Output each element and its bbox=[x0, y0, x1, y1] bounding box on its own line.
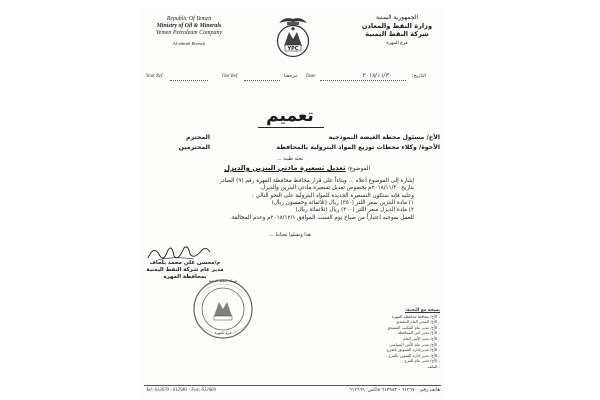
recipient-2: الأخوة/ وكلاء محطات توزيع المواد البترولية بالمحافظة bbox=[276, 144, 440, 151]
stamp-inner-text: فرع المهرة bbox=[214, 331, 232, 335]
page-title: تعميم bbox=[266, 106, 314, 126]
body-line-4: ١) مادة البنزين سعر اللتر (٣٥٠) ريال (ثلاثمائة وخمسون ريال) bbox=[271, 200, 414, 206]
recipient-1-honor: المحترم bbox=[186, 134, 210, 141]
date-line bbox=[320, 80, 406, 81]
eagle-emblem-icon bbox=[277, 11, 309, 23]
cc-block bbox=[336, 308, 440, 370]
footer-left: Tel: 612670 - 612983 - Fax: 612669 bbox=[146, 388, 216, 393]
cc-item: - الأخ/ مدير عام الأمن السياسي bbox=[389, 341, 440, 347]
cc-item: - الأخ/ مدير أمن المحافظة bbox=[397, 330, 440, 336]
signatory-name: م/محسن علي محمد بلحاف bbox=[149, 260, 221, 266]
header-right-line3: شركة النفط اليمنية bbox=[365, 30, 429, 38]
header-right-line1: الجمهورية اليمنية bbox=[375, 14, 418, 21]
header-right-branch: فرع المهرة bbox=[386, 41, 408, 46]
your-ref-line bbox=[170, 80, 208, 81]
cc-item: - الأخ/ مدير عام المكتب التنفيذي bbox=[387, 324, 440, 330]
date-value: ٢٠١٨/١١/٣٠ bbox=[362, 72, 392, 79]
header-right-line2: وزارة النفط والمعادن bbox=[361, 22, 433, 30]
header-left-line1: Republic Of Yemen bbox=[166, 16, 212, 22]
subject-text: تعديل تسعيرة مادتي البنزين والديزل bbox=[224, 164, 346, 172]
body-line-1: إشارة إلى الموضوع أعلاه ... وبناءاً على قرار محافظ محافظة المهرة رقم (٩) الصادر bbox=[219, 178, 414, 184]
cc-item: - الملف bbox=[427, 363, 440, 369]
subject-line bbox=[180, 164, 370, 172]
ypc-logo bbox=[276, 24, 310, 58]
recipient-2-honor: المحترمين bbox=[178, 144, 210, 151]
greeting: تحية طيبة ... bbox=[276, 156, 304, 162]
body-paragraph bbox=[152, 178, 414, 222]
cc-item: - الأخ/ مدير إدارة التسويق بالفرع bbox=[386, 347, 440, 353]
closing: هذا وتقبلوا تحياتنا ... bbox=[269, 232, 311, 238]
letter-page bbox=[140, 10, 445, 398]
logo-text: YPC bbox=[287, 46, 299, 52]
signatory-title1: مدير عام شركة النفط اليمنية bbox=[146, 267, 224, 273]
cc-item: - الأخ/ محافظ محافظة المهرة bbox=[391, 313, 440, 319]
header-left-block bbox=[144, 16, 234, 47]
header-right-block bbox=[350, 14, 444, 48]
stamp-outer-text: شركة النفط اليمنية bbox=[208, 279, 238, 283]
footer-right: هاتف رقم: ٦١٢٦٧٠ - ٦١٢٩٨٣ فاكس: ٦١٢٦٦٩ bbox=[349, 388, 440, 393]
our-ref-line bbox=[244, 80, 280, 81]
signatory-title2: بمحافظة المهرة bbox=[163, 274, 207, 280]
header-left-line3: Yemen Petroleum Company bbox=[155, 30, 223, 36]
header-left-branch: Al-mhrah Branch bbox=[172, 41, 206, 46]
date-label-ar: التاريخ: bbox=[412, 74, 427, 79]
body-line-6: للعمل بموجبه اعتباراً من صباح يوم السبت الموافق ٢٠١٨/١٢/١م وعدم المخالفة. bbox=[229, 215, 414, 221]
body-line-2: بتاريخ ٢٠١٨/١١/٣٠م بخصوص تعديل تسعيرة مادتي البنزين والديزل. bbox=[259, 185, 414, 191]
body-line-3: وعليه فإنه ستكون التسعيرة الجديدة للمواد البترولية على النحو التالي : bbox=[251, 193, 414, 199]
our-ref-label: Our Ref. bbox=[222, 74, 239, 79]
cc-title: نسخة مع التحية: bbox=[404, 308, 440, 313]
cc-item: - الأخ/ مدير الأمن العام bbox=[403, 335, 440, 341]
ref-label-ar: مرجعنا bbox=[284, 74, 298, 79]
your-ref-label: Your Ref. bbox=[146, 74, 164, 79]
recipient-1: الأخ/ مسئول محطة الغيضة النموذجية bbox=[328, 134, 440, 141]
cc-item: - الأخ/ المدير العام التنفيذي bbox=[396, 319, 440, 325]
footer-divider bbox=[144, 385, 441, 386]
title-underline bbox=[258, 127, 324, 128]
date-label-en: Date bbox=[306, 74, 316, 79]
header-left-line2: Ministry of Oil & Minerals bbox=[156, 23, 222, 29]
cc-item: - الأخ/ مدير إدارة التموين بالفرع bbox=[388, 352, 440, 358]
body-line-5: ٢) مادة الديزل سعر اللتر (٣٠٠) ريال (ثلاثمائة ريال) bbox=[295, 207, 414, 213]
cc-item: - الأخ/ مدير عام الفرع bbox=[404, 358, 440, 364]
subject-label: الموضوع/ bbox=[347, 166, 370, 172]
